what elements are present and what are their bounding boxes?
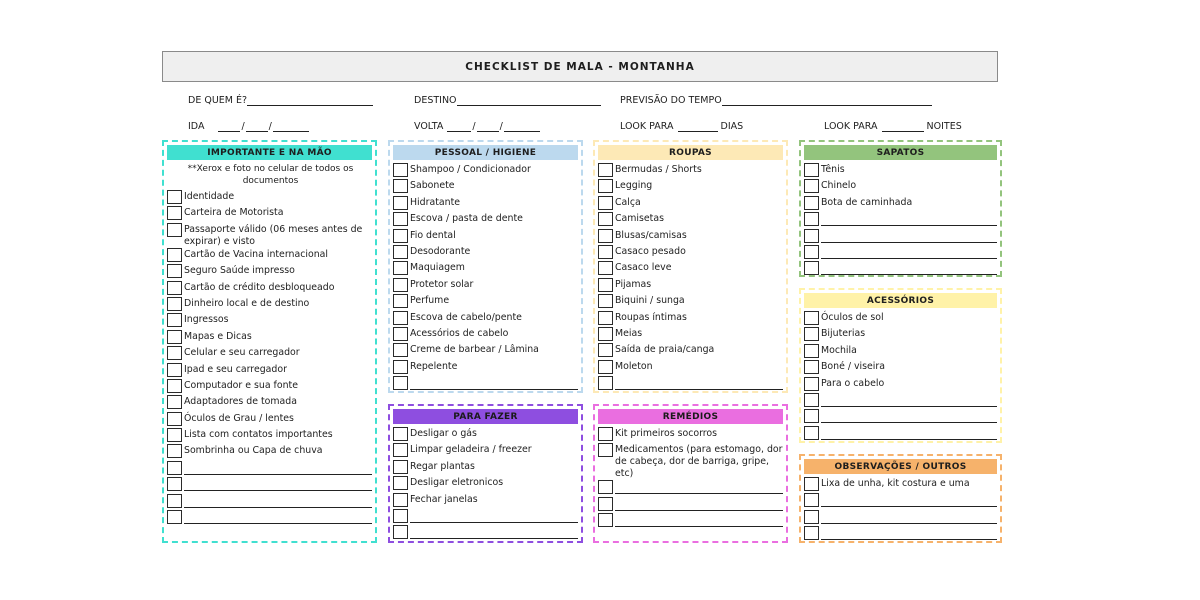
checkbox[interactable] <box>393 460 408 474</box>
checklist-item <box>804 344 997 360</box>
checklist-item-label: Regar plantas <box>410 460 475 472</box>
checkbox[interactable] <box>804 426 819 440</box>
checklist-item <box>598 443 783 480</box>
noites-label: NOITES <box>926 121 962 132</box>
checklist-item-label: Creme de barbear / Lâmina <box>410 344 539 356</box>
checkbox[interactable] <box>393 427 408 441</box>
checklist-item <box>167 297 372 313</box>
checkbox[interactable] <box>598 480 613 494</box>
checkbox[interactable] <box>804 212 819 226</box>
checkbox[interactable] <box>598 497 613 511</box>
checkbox[interactable] <box>167 379 182 393</box>
checklist-item-label: Acessórios de cabelo <box>410 327 509 339</box>
checklist-item <box>598 294 783 310</box>
checkbox[interactable] <box>167 412 182 426</box>
checklist-item-label: Chinelo <box>821 180 857 192</box>
checklist-remedios <box>598 427 783 530</box>
checkbox[interactable] <box>804 196 819 210</box>
ida-slash-1: / <box>241 121 245 132</box>
checklist-item <box>804 360 997 376</box>
checkbox[interactable] <box>167 248 182 262</box>
checklist-item-label: Protetor solar <box>410 278 474 290</box>
checklist-item <box>393 360 578 376</box>
blank-item-line[interactable] <box>821 212 997 226</box>
ida-month-line[interactable] <box>246 122 268 132</box>
checklist-item <box>393 196 578 212</box>
checkbox[interactable] <box>804 311 819 325</box>
ida-label: IDA <box>188 121 205 132</box>
look-para-label-2: LOOK PARA <box>824 121 878 132</box>
checklist-item <box>804 311 997 327</box>
quem-field <box>188 95 373 106</box>
checklist-item <box>393 163 578 179</box>
look-noites-field <box>824 121 962 132</box>
look-para-label-1: LOOK PARA <box>620 121 674 132</box>
checkbox[interactable] <box>804 377 819 391</box>
checklist-item <box>804 393 997 409</box>
checklist-item <box>167 248 372 264</box>
panel-sapatos <box>799 140 1002 277</box>
checklist-item-label: Escova de cabelo/pente <box>410 311 522 323</box>
checklist-item <box>167 461 372 477</box>
checklist-item <box>167 477 372 493</box>
checkbox[interactable] <box>393 343 408 357</box>
checkbox[interactable] <box>804 327 819 341</box>
checkbox[interactable] <box>167 461 182 475</box>
checklist-item-label: Lista com contatos importantes <box>184 429 333 441</box>
checklist-item <box>598 229 783 245</box>
ida-year-line[interactable] <box>273 122 309 132</box>
volta-label: VOLTA <box>414 121 444 132</box>
checklist-item-label: Mapas e Dicas <box>184 330 252 342</box>
checklist-item <box>167 264 372 280</box>
blank-item-line[interactable] <box>615 480 783 494</box>
checkbox[interactable] <box>167 313 182 327</box>
checklist-item <box>598 179 783 195</box>
destino-input-line[interactable] <box>457 96 601 106</box>
checklist-item <box>393 460 578 476</box>
panel-remedios <box>593 404 788 543</box>
panel-header-pessoal: PESSOAL / HIGIENE <box>393 145 578 160</box>
checkbox[interactable] <box>598 179 613 193</box>
checklist-item <box>598 245 783 261</box>
checklist-item <box>804 409 997 425</box>
previsao-label: PREVISÃO DO TEMPO <box>620 95 722 106</box>
checkbox[interactable] <box>598 513 613 527</box>
checklist-item-label: Bermudas / Shorts <box>615 164 702 175</box>
blank-item-line[interactable] <box>821 229 997 243</box>
quem-input-line[interactable] <box>247 96 373 106</box>
checkbox[interactable] <box>598 327 613 341</box>
checklist-item <box>804 196 997 212</box>
checkbox[interactable] <box>393 261 408 275</box>
volta-slash-1: / <box>472 121 476 132</box>
checklist-item <box>804 261 997 277</box>
blank-item-line[interactable] <box>184 477 372 491</box>
checklist-item <box>804 377 997 393</box>
checkbox[interactable] <box>598 343 613 357</box>
checkbox[interactable] <box>804 393 819 407</box>
checkbox[interactable] <box>167 494 182 508</box>
checkbox[interactable] <box>393 509 408 523</box>
checkbox[interactable] <box>393 525 408 539</box>
checklist-importante <box>167 190 372 526</box>
checklist-item <box>598 212 783 228</box>
look-dias-input-line[interactable] <box>678 122 718 132</box>
checklist-item <box>167 412 372 428</box>
checklist-item-label: Saída de praia/canga <box>615 344 715 356</box>
checklist-item <box>393 179 578 195</box>
quem-label: DE QUEM É? <box>188 95 248 106</box>
checkbox[interactable] <box>393 163 408 177</box>
checkbox[interactable] <box>804 526 819 540</box>
checkbox[interactable] <box>598 427 613 441</box>
checklist-item-label: Pijamas <box>615 278 652 290</box>
panel-pessoal <box>388 140 583 393</box>
checkbox[interactable] <box>393 360 408 374</box>
panel-header-fazer: PARA FAZER <box>393 409 578 424</box>
checklist-item-label: Repelente <box>410 360 458 372</box>
checklist-obs <box>804 477 997 543</box>
checklist-item-label: Roupas íntimas <box>615 311 687 323</box>
ida-slash-2: / <box>268 121 272 132</box>
checklist-item <box>167 346 372 362</box>
checklist-item <box>598 376 783 392</box>
checklist-item <box>393 443 578 459</box>
checkbox[interactable] <box>598 212 613 226</box>
checklist-roupas <box>598 163 783 392</box>
checklist-item-label: Lixa de unha, kit costura e uma <box>821 478 970 489</box>
checklist-fazer <box>393 427 578 542</box>
checklist-pessoal <box>393 163 578 392</box>
checklist-item <box>598 311 783 327</box>
checklist-item <box>167 494 372 510</box>
checklist-item-label: Ipad e seu carregador <box>184 363 287 375</box>
checklist-item <box>804 526 997 542</box>
checkbox[interactable] <box>598 229 613 243</box>
checklist-item-label: Casaco leve <box>615 262 672 274</box>
checkbox[interactable] <box>804 360 819 374</box>
blank-item-line[interactable] <box>821 409 997 423</box>
checklist-item <box>393 212 578 228</box>
blank-item-line[interactable] <box>184 510 372 524</box>
checklist-item-label: Biquini / sunga <box>615 295 685 307</box>
checklist-item <box>167 206 372 222</box>
checklist-item <box>393 278 578 294</box>
blank-item-line[interactable] <box>410 525 578 539</box>
checklist-item <box>393 493 578 509</box>
checkbox[interactable] <box>393 327 408 341</box>
checkbox[interactable] <box>804 409 819 423</box>
checkbox[interactable] <box>393 311 408 325</box>
checklist-item-label: Celular e seu carregador <box>184 347 300 359</box>
checklist-item-label: Dinheiro local e de destino <box>184 297 310 309</box>
checklist-item-label: Computador e sua fonte <box>184 379 298 391</box>
checklist-item-label: Desodorante <box>410 245 471 257</box>
checklist-item-label: Ingressos <box>184 314 229 326</box>
checklist-item-label: Kit primeiros socorros <box>615 428 718 439</box>
checkbox[interactable] <box>167 346 182 360</box>
volta-year-line[interactable] <box>504 122 540 132</box>
checklist-item-label: Calça <box>615 196 641 208</box>
checkbox[interactable] <box>804 510 819 524</box>
checklist-acessorios <box>804 311 997 442</box>
checkbox[interactable] <box>393 376 408 390</box>
blank-item-line[interactable] <box>821 426 997 440</box>
checklist-item-label: Desligar o gás <box>410 428 477 439</box>
checklist-item-label: Legging <box>615 180 653 192</box>
checkbox[interactable] <box>167 190 182 204</box>
checklist-item-label: Maquiagem <box>410 262 465 274</box>
blank-item-line[interactable] <box>410 509 578 523</box>
panel-importante <box>162 140 377 543</box>
checkbox[interactable] <box>393 443 408 457</box>
blank-item-line[interactable] <box>821 526 997 540</box>
checklist-item-label: Fio dental <box>410 229 456 241</box>
checklist-item <box>804 163 997 179</box>
checkbox[interactable] <box>393 196 408 210</box>
checklist-item-label: Sabonete <box>410 180 455 192</box>
checkbox[interactable] <box>167 297 182 311</box>
blank-item-line[interactable] <box>184 494 372 508</box>
checklist-item <box>393 376 578 392</box>
checklist-item-label: Shampoo / Condicionador <box>410 164 531 175</box>
checkbox[interactable] <box>393 294 408 308</box>
checkbox[interactable] <box>167 206 182 220</box>
checklist-item-label: Passaporte válido (06 meses antes de expirar) e visto <box>184 223 363 247</box>
checkbox[interactable] <box>167 444 182 458</box>
checklist-item-label: Meias <box>615 327 643 339</box>
checkbox[interactable] <box>167 330 182 344</box>
checkbox[interactable] <box>804 477 819 491</box>
checklist-item-label: Para o cabelo <box>821 377 885 389</box>
checklist-item <box>598 513 783 529</box>
volta-month-line[interactable] <box>477 122 499 132</box>
checklist-item <box>393 476 578 492</box>
panel-header-obs: OBSERVAÇÕES / OUTROS <box>804 459 997 474</box>
checklist-item-label: Moleton <box>615 360 653 372</box>
blank-item-line[interactable] <box>821 261 997 275</box>
checkbox[interactable] <box>804 229 819 243</box>
checklist-item <box>393 525 578 541</box>
checklist-item <box>167 190 372 206</box>
checklist-item <box>598 497 783 513</box>
checklist-item <box>393 343 578 359</box>
checklist-item-label: Óculos de sol <box>821 312 884 323</box>
blank-item-line[interactable] <box>184 461 372 475</box>
checkbox[interactable] <box>804 163 819 177</box>
checklist-item-label: Sombrinha ou Capa de chuva <box>184 445 323 457</box>
checklist-item-label: Desligar eletronicos <box>410 477 504 489</box>
checklist-item-label: Tênis <box>821 164 845 175</box>
checkbox[interactable] <box>393 229 408 243</box>
checklist-item-label: Escova / pasta de dente <box>410 213 523 225</box>
blank-item-line[interactable] <box>821 493 997 507</box>
volta-day-line[interactable] <box>447 122 471 132</box>
checkbox[interactable] <box>598 261 613 275</box>
checkbox[interactable] <box>598 278 613 292</box>
checkbox[interactable] <box>598 376 613 390</box>
look-dias-field <box>620 121 743 132</box>
checklist-item <box>598 327 783 343</box>
blank-item-line[interactable] <box>821 393 997 407</box>
checklist-item-label: Camisetas <box>615 213 664 225</box>
checklist-item-label: Blusas/camisas <box>615 229 687 241</box>
checklist-item <box>598 360 783 376</box>
checklist-item-label: Carteira de Motorista <box>184 207 284 219</box>
documents-note: **Xerox e foto no celular de todos os documentos <box>187 164 354 186</box>
checkbox[interactable] <box>598 360 613 374</box>
checkbox[interactable] <box>804 493 819 507</box>
checklist-item <box>598 261 783 277</box>
checklist-item <box>167 379 372 395</box>
page-title: CHECKLIST DE MALA - MONTANHA <box>162 51 998 82</box>
checklist-item <box>598 427 783 443</box>
checklist-item <box>393 327 578 343</box>
checklist-item <box>804 229 997 245</box>
checkbox[interactable] <box>598 443 613 457</box>
checklist-item <box>393 229 578 245</box>
checklist-item-label: Seguro Saúde impresso <box>184 265 295 277</box>
checkbox[interactable] <box>393 245 408 259</box>
checklist-item <box>598 278 783 294</box>
checkbox[interactable] <box>393 493 408 507</box>
checklist-item <box>804 510 997 526</box>
checkbox[interactable] <box>167 510 182 524</box>
blank-item-line[interactable] <box>615 497 783 511</box>
checkbox[interactable] <box>598 245 613 259</box>
checkbox[interactable] <box>167 428 182 442</box>
checklist-item-label: Cartão de crédito desbloqueado <box>184 281 335 293</box>
checkbox[interactable] <box>167 223 182 237</box>
checklist-item <box>167 510 372 526</box>
checklist-item <box>167 313 372 329</box>
checklist-item-label: Bijuterias <box>821 328 866 340</box>
checkbox[interactable] <box>598 311 613 325</box>
checklist-item <box>167 281 372 297</box>
checkbox[interactable] <box>598 294 613 308</box>
checklist-item <box>598 163 783 179</box>
panel-header-importante: IMPORTANTE E NA MÃO <box>167 145 372 160</box>
panel-acessorios <box>799 288 1002 443</box>
checklist-item <box>393 509 578 525</box>
checkbox[interactable] <box>167 264 182 278</box>
checklist-item <box>598 343 783 359</box>
checkbox[interactable] <box>393 476 408 490</box>
blank-item-line[interactable] <box>410 376 578 390</box>
blank-item-line[interactable] <box>821 245 997 259</box>
checklist-item <box>598 480 783 496</box>
checklist-item <box>167 428 372 444</box>
checklist-sapatos <box>804 163 997 278</box>
checklist-item-label: Óculos de Grau / lentes <box>184 412 294 424</box>
checklist-item <box>804 245 997 261</box>
checkbox[interactable] <box>393 212 408 226</box>
checkbox[interactable] <box>804 179 819 193</box>
checklist-item-label: Perfume <box>410 295 450 307</box>
checklist-item-label: Medicamentos (para estomago, dor de cabeça, dor de barriga, gripe, etc) <box>615 444 783 480</box>
destino-field <box>414 95 601 106</box>
checklist-item <box>167 223 372 248</box>
checklist-item-label: Adaptadores de tomada <box>184 396 297 408</box>
checklist-item-label: Mochila <box>821 344 857 356</box>
checkbox[interactable] <box>167 395 182 409</box>
look-noites-input-line[interactable] <box>882 122 924 132</box>
dias-label: DIAS <box>720 121 744 132</box>
checklist-item <box>167 444 372 460</box>
blank-item-line[interactable] <box>615 376 783 390</box>
checklist-item <box>393 245 578 261</box>
previsao-input-line[interactable] <box>722 96 932 106</box>
checklist-item <box>804 493 997 509</box>
panel-fazer <box>388 404 583 543</box>
checklist-item <box>167 330 372 346</box>
checklist-item <box>804 426 997 442</box>
panel-header-acessorios: ACESSÓRIOS <box>804 293 997 308</box>
volta-slash-2: / <box>499 121 503 132</box>
checklist-item <box>804 327 997 343</box>
panel-obs <box>799 454 1002 543</box>
checkbox[interactable] <box>804 261 819 275</box>
checklist-item <box>393 294 578 310</box>
checklist-item-label: Bota de caminhada <box>821 196 913 208</box>
checklist-item <box>598 196 783 212</box>
checklist-item-label: Cartão de Vacina internacional <box>184 248 328 260</box>
checklist-item-label: Fechar janelas <box>410 493 478 505</box>
checkbox[interactable] <box>598 196 613 210</box>
checklist-item <box>393 311 578 327</box>
panel-header-sapatos: SAPATOS <box>804 145 997 160</box>
checkbox[interactable] <box>167 281 182 295</box>
volta-field <box>414 121 540 132</box>
checklist-item <box>393 261 578 277</box>
checklist-item <box>167 395 372 411</box>
checkbox[interactable] <box>393 278 408 292</box>
checkbox[interactable] <box>804 245 819 259</box>
checkbox[interactable] <box>167 363 182 377</box>
checklist-item-label: Identidade <box>184 191 235 202</box>
destino-label: DESTINO <box>414 95 457 106</box>
checklist-item <box>804 477 997 493</box>
previsao-field <box>620 95 932 106</box>
checklist-item <box>804 179 997 195</box>
panel-header-roupas: ROUPAS <box>598 145 783 160</box>
checklist-item <box>167 363 372 379</box>
checklist-item-label: Casaco pesado <box>615 245 686 257</box>
ida-field <box>188 121 309 132</box>
checklist-item <box>393 427 578 443</box>
checklist-item-label: Limpar geladeira / freezer <box>410 444 532 456</box>
checkbox[interactable] <box>167 477 182 491</box>
panel-roupas <box>593 140 788 393</box>
checkbox[interactable] <box>393 179 408 193</box>
blank-item-line[interactable] <box>615 513 783 527</box>
checkbox[interactable] <box>598 163 613 177</box>
checklist-item <box>804 212 997 228</box>
checklist-item-label: Boné / viseira <box>821 361 886 373</box>
panel-header-remedios: REMÉDIOS <box>598 409 783 424</box>
blank-item-line[interactable] <box>821 510 997 524</box>
ida-day-line[interactable] <box>218 122 240 132</box>
checkbox[interactable] <box>804 344 819 358</box>
checklist-item-label: Hidratante <box>410 196 461 208</box>
